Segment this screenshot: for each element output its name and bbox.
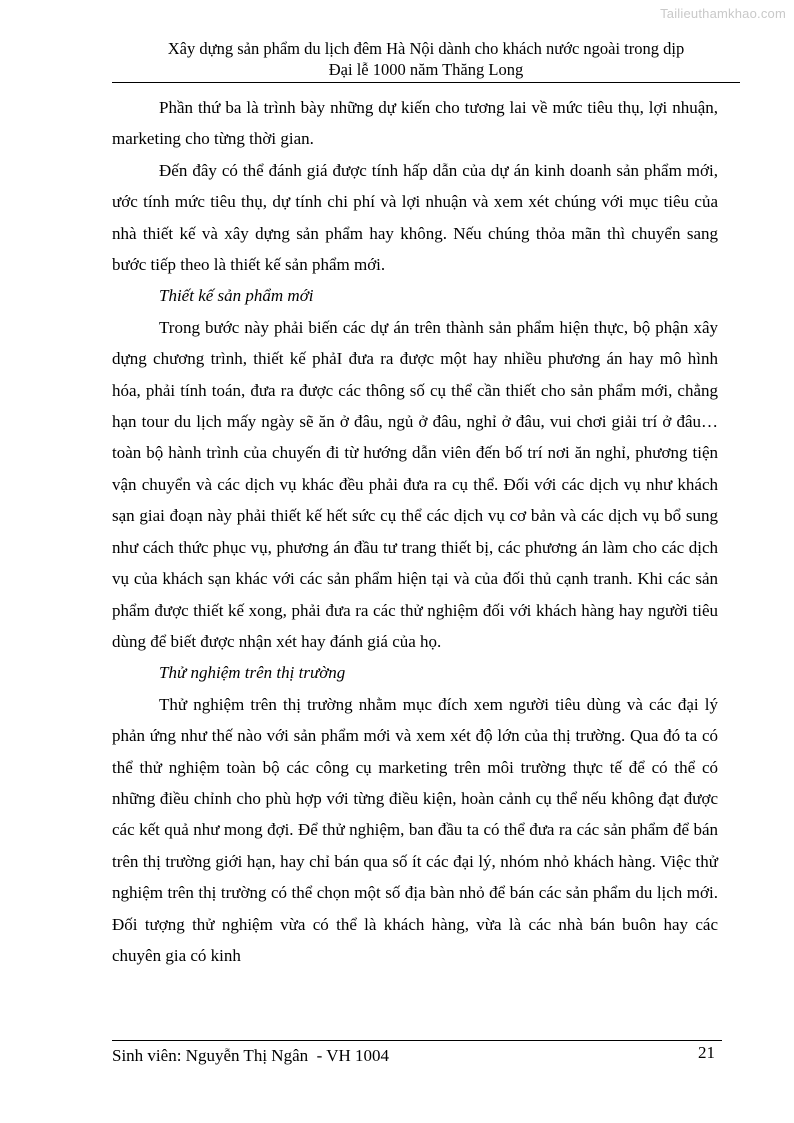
page-number: 21: [698, 1043, 715, 1062]
header-title-line-1: Xây dựng sản phẩm du lịch đêm Hà Nội dành cho khách nước ngoài trong dịp: [167, 39, 685, 58]
section-heading-thiet-ke: Thiết kế sản phẩm mới: [159, 286, 314, 306]
document-body: [112, 92, 718, 971]
paragraph-4: Thử nghiệm trên thị trường nhằm mục đích xem người tiêu dùng và các đại lý phản ứng như thế nào với sản phẩm mới và xem xét độ lớn của thị trường. Qua đó ta có thể thử nghiệm toàn bộ các công cụ marketing trên môi trường thực tế để có thể có những điều chỉnh cho phù hợp với từng điều kiện, hoàn cảnh cụ thể nếu không đạt được các kết quả như mong đợi. Để thử nghiệm, ban đầu ta có thể đưa ra các sản phẩm để bán trên thị trường giới hạn, hay chỉ bán qua số ít các đại lý, nhóm nhỏ khách hàng. Việc thử nghiệm trên thị trường có thể chọn một số địa bàn nhỏ để bán các sản phẩm du lịch mới. Đối tượng thử nghiệm vừa có thể là khách hàng, vừa là các nhà bán buôn hay các chuyên gia có kinh: [112, 694, 718, 965]
paragraph-1: Phần thứ ba là trình bày những dự kiến cho tương lai về mức tiêu thụ, lợi nhuận, marketing cho từng thời gian.: [112, 98, 718, 149]
footer-divider: [112, 1040, 722, 1041]
paragraph-3: Trong bước này phải biến các dự án trên thành sản phẩm hiện thực, bộ phận xây dựng chương trình, thiết kế phảI đưa ra được một hay nhiều phương án hay mô hình hóa, phải tính toán, đưa ra được các thông số cụ thể cần thiết cho sản phẩm mới, chẳng hạn tour du lịch mấy ngày sẽ ăn ở đâu, ngủ ở đâu, nghỉ ở đâu, vui chơi giải trí ở đâu…toàn bộ hành trình của chuyến đi từ hướng dẫn viên đến bố trí nơi ăn nghỉ, phương tiện vận chuyển và các dịch vụ khác đều phải đưa ra cụ thể. Đối với các dịch vụ như khách sạn giai đoạn này phải thiết kế hết sức cụ thể các dịch vụ cơ bản và các dịch vụ bổ sung như cách thức phục vụ, phương án đầu tư trang thiết bị, các phương án làm cho các dịch vụ của khách sạn khác với các sản phẩm hiện tại và của đối thủ cạnh tranh. Khi các sản phẩm được thiết kế xong, phải đưa ra các thử nghiệm đối với khách hàng hay người tiêu dùng để biết được nhận xét hay đánh giá của họ.: [112, 317, 718, 651]
page-header: [112, 38, 740, 80]
section-heading-thu-nghiem: Thử nghiệm trên thị trường: [159, 663, 346, 683]
header-title-line-2: Đại lễ 1000 năm Thăng Long: [328, 60, 524, 79]
paragraph-2: Đến đây có thể đánh giá được tính hấp dẫn của dự án kinh doanh sản phẩm mới, ước tính mức tiêu thụ, dự tính chi phí và lợi nhuận và xem xét chúng với mục tiêu của nhà thiết kế và xây dựng sản phẩm hay không. Nếu chúng thỏa mãn thì chuyển sang bước tiếp theo là thiết kế sản phẩm mới.: [112, 160, 718, 275]
footer-author: Sinh viên: Nguyễn Thị Ngân - VH 1004: [112, 1046, 390, 1065]
header-divider: [112, 82, 740, 83]
watermark: Tailieuthamkhao.com: [660, 6, 786, 21]
